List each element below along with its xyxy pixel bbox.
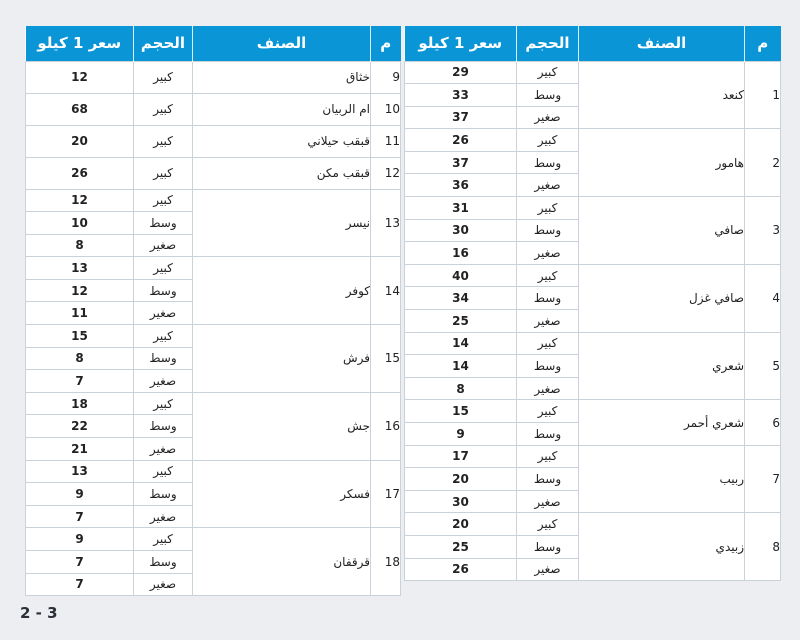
item-price: 13: [26, 257, 134, 280]
item-number: 8: [745, 513, 781, 581]
item-size: كبير: [134, 93, 193, 125]
item-price: 25: [405, 535, 517, 558]
item-price: 9: [405, 423, 517, 446]
item-size: كبير: [134, 325, 193, 348]
item-price: 68: [26, 93, 134, 125]
item-size: كبير: [134, 460, 193, 483]
item-price: 7: [26, 573, 134, 596]
item-size: وسط: [517, 287, 579, 310]
item-size: كبير: [517, 445, 579, 468]
item-name: قبقب حيلاني: [193, 125, 371, 157]
item-size: وسط: [134, 212, 193, 235]
header-num: م: [745, 26, 781, 61]
item-size: وسط: [134, 415, 193, 438]
page-number: 2 - 3: [20, 604, 58, 622]
item-price: 20: [405, 513, 517, 536]
item-number: 9: [371, 61, 401, 93]
item-name: فسكر: [193, 460, 371, 528]
item-price: 20: [26, 125, 134, 157]
item-price: 36: [405, 174, 517, 197]
item-price: 37: [405, 106, 517, 129]
item-price: 17: [405, 445, 517, 468]
item-name: كوفر: [193, 257, 371, 325]
item-number: 1: [745, 61, 781, 129]
item-size: صغير: [134, 438, 193, 461]
table-row: [405, 61, 781, 84]
table-header: [405, 26, 781, 61]
item-price: 15: [405, 400, 517, 423]
item-price: 10: [26, 212, 134, 235]
item-price: 18: [26, 392, 134, 415]
item-number: 12: [371, 157, 401, 189]
item-size: وسط: [517, 151, 579, 174]
item-size: صغير: [134, 234, 193, 257]
table-row: [26, 392, 401, 415]
header-size: الحجم: [517, 26, 579, 61]
item-size: صغير: [134, 302, 193, 325]
table-header: [26, 26, 401, 61]
item-size: كبير: [134, 157, 193, 189]
header-num: م: [371, 26, 401, 61]
item-price: 12: [26, 279, 134, 302]
item-size: وسط: [517, 84, 579, 107]
table-row: [26, 125, 401, 157]
item-name: شعري: [579, 332, 745, 400]
item-price: 26: [26, 157, 134, 189]
item-size: كبير: [517, 400, 579, 423]
item-price: 9: [26, 528, 134, 551]
table-row: [405, 445, 781, 468]
item-price: 21: [26, 438, 134, 461]
item-number: 10: [371, 93, 401, 125]
item-size: كبير: [517, 197, 579, 220]
item-price: 33: [405, 84, 517, 107]
item-size: وسط: [517, 355, 579, 378]
table-row: [26, 460, 401, 483]
item-size: وسط: [134, 483, 193, 506]
item-size: كبير: [134, 61, 193, 93]
item-price: 14: [405, 332, 517, 355]
header-size: الحجم: [134, 26, 193, 61]
item-name: كنعد: [579, 61, 745, 129]
item-number: 4: [745, 264, 781, 332]
item-number: 13: [371, 189, 401, 257]
table-row: [26, 325, 401, 348]
table-row: [405, 129, 781, 152]
item-size: كبير: [517, 264, 579, 287]
item-price: 12: [26, 61, 134, 93]
item-price: 25: [405, 310, 517, 333]
item-size: كبير: [134, 257, 193, 280]
item-price: 8: [26, 347, 134, 370]
item-number: 14: [371, 257, 401, 325]
item-number: 3: [745, 197, 781, 265]
item-number: 7: [745, 445, 781, 513]
price-table-right: [404, 26, 781, 581]
item-name: صافي: [579, 197, 745, 265]
item-price: 31: [405, 197, 517, 220]
item-size: صغير: [134, 573, 193, 596]
item-name: خثاق: [193, 61, 371, 93]
table-row: [405, 197, 781, 220]
item-size: كبير: [134, 392, 193, 415]
item-price: 29: [405, 61, 517, 84]
item-number: 18: [371, 528, 401, 596]
item-price: 22: [26, 415, 134, 438]
header-price: سعر 1 كيلو: [26, 26, 134, 61]
table-row: [405, 513, 781, 536]
item-price: 26: [405, 558, 517, 581]
item-name: هامور: [579, 129, 745, 197]
header-name: الصنف: [193, 26, 371, 61]
item-size: صغير: [517, 377, 579, 400]
header-name: الصنف: [579, 26, 745, 61]
table-row: [405, 332, 781, 355]
item-size: وسط: [134, 347, 193, 370]
item-price: 8: [26, 234, 134, 257]
item-size: وسط: [517, 423, 579, 446]
item-name: زبيدي: [579, 513, 745, 581]
item-price: 37: [405, 151, 517, 174]
item-name: شعري أحمر: [579, 400, 745, 445]
item-price: 30: [405, 219, 517, 242]
table-row: [26, 61, 401, 93]
item-price: 7: [26, 551, 134, 574]
item-size: صغير: [517, 242, 579, 265]
table-row: [405, 400, 781, 423]
item-size: كبير: [134, 125, 193, 157]
item-price: 26: [405, 129, 517, 152]
item-number: 17: [371, 460, 401, 528]
item-size: وسط: [134, 279, 193, 302]
item-size: وسط: [134, 551, 193, 574]
item-price: 12: [26, 189, 134, 212]
item-price: 9: [26, 483, 134, 506]
item-name: نيسر: [193, 189, 371, 257]
price-table-left: [25, 26, 401, 596]
table-row: [26, 528, 401, 551]
item-price: 8: [405, 377, 517, 400]
table-row: [26, 189, 401, 212]
item-size: صغير: [134, 505, 193, 528]
item-price: 13: [26, 460, 134, 483]
item-number: 2: [745, 129, 781, 197]
table-row: [26, 157, 401, 189]
item-price: 16: [405, 242, 517, 265]
item-size: صغير: [134, 370, 193, 393]
item-size: كبير: [517, 332, 579, 355]
item-name: ام الربيان: [193, 93, 371, 125]
item-name: جش: [193, 392, 371, 460]
item-name: ربيب: [579, 445, 745, 513]
item-price: 7: [26, 505, 134, 528]
item-name: قبقب مكن: [193, 157, 371, 189]
item-number: 6: [745, 400, 781, 445]
item-size: صغير: [517, 310, 579, 333]
header-price: سعر 1 كيلو: [405, 26, 517, 61]
item-size: كبير: [517, 129, 579, 152]
item-size: كبير: [517, 513, 579, 536]
item-name: فرش: [193, 325, 371, 393]
item-price: 11: [26, 302, 134, 325]
table-row: [26, 257, 401, 280]
item-name: صافي غزل: [579, 264, 745, 332]
item-price: 20: [405, 468, 517, 491]
item-size: كبير: [517, 61, 579, 84]
item-size: وسط: [517, 535, 579, 558]
item-price: 7: [26, 370, 134, 393]
table-row: [405, 264, 781, 287]
item-price: 34: [405, 287, 517, 310]
item-price: 30: [405, 490, 517, 513]
item-number: 15: [371, 325, 401, 393]
item-size: وسط: [517, 468, 579, 491]
item-size: صغير: [517, 490, 579, 513]
item-price: 15: [26, 325, 134, 348]
item-size: صغير: [517, 558, 579, 581]
item-price: 40: [405, 264, 517, 287]
item-size: صغير: [517, 174, 579, 197]
item-number: 16: [371, 392, 401, 460]
item-size: وسط: [517, 219, 579, 242]
item-price: 14: [405, 355, 517, 378]
table-row: [26, 93, 401, 125]
item-size: كبير: [134, 528, 193, 551]
item-size: كبير: [134, 189, 193, 212]
item-name: قرقفان: [193, 528, 371, 596]
item-number: 5: [745, 332, 781, 400]
item-number: 11: [371, 125, 401, 157]
item-size: صغير: [517, 106, 579, 129]
